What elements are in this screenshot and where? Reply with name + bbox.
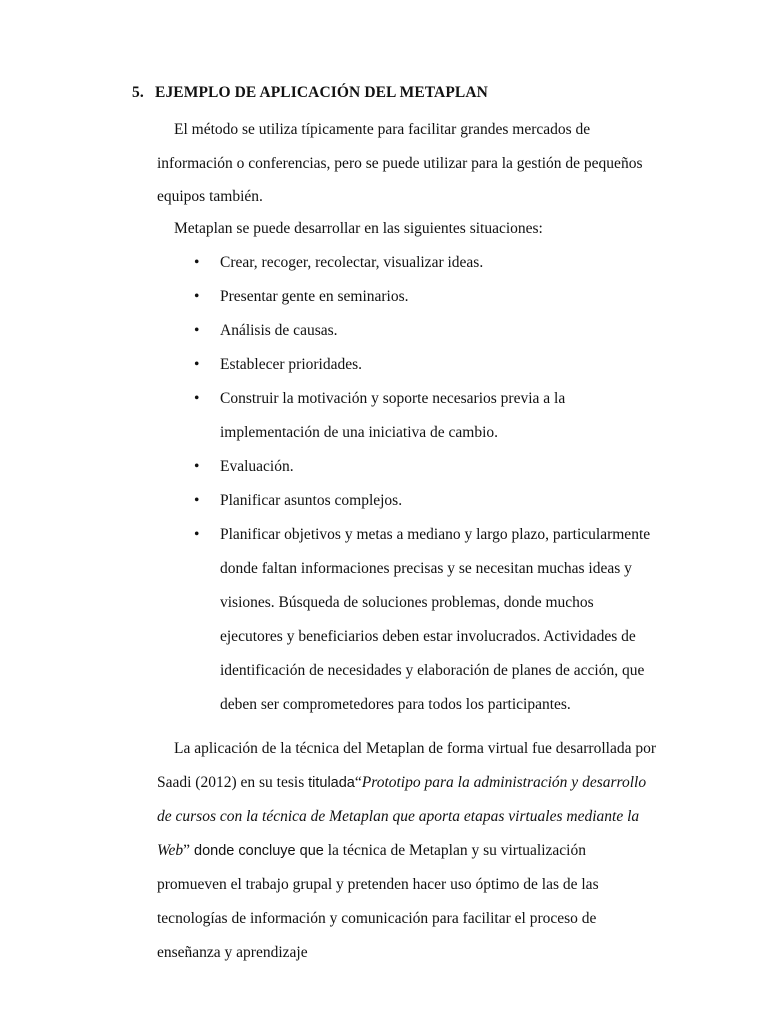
thesis-title: Prototipo para la administración y desarrollo de cursos con la técnica de Metaplan que aporta etapas virtuales mediante la Web (157, 773, 647, 859)
bullet-icon: • (194, 254, 200, 271)
bullet-icon: • (194, 458, 200, 475)
section-number: 5. (132, 84, 144, 101)
list-item: • Presentar gente en seminarios. (0, 280, 660, 314)
bullet-icon: • (194, 492, 200, 509)
list-item: • Análisis de causas. (0, 314, 660, 348)
list-item: • Evaluación. (0, 450, 660, 484)
section-title: EJEMPLO DE APLICACIÓN DEL METAPLAN (155, 84, 488, 101)
bullet-icon: • (194, 356, 200, 373)
paragraph-intro (157, 113, 657, 214)
bullet-icon: • (194, 390, 200, 407)
list-item: • Construir la motivación y soporte necesarios previa a la implementación de una iniciativa de cambio. (0, 382, 660, 450)
paragraph-virtual-application: La aplicación de la técnica del Metaplan de forma virtual fue desarrollada por Saadi (2012) en su tesis titulada“Prototipo para la administración y desarrollo de cursos con la técnica de Metaplan que aporta etapas virtuales mediante la Web” donde concluye que la técnica de Metaplan y su virtualización promueven el trabajo grupal y pretenden hacer uso óptimo de las de las tecnologías de información y comunicación para facilitar el proceso de enseñanza y aprendizaje (157, 740, 656, 961)
situations-list (0, 246, 660, 722)
paragraph-intro-text: El método se utiliza típicamente para facilitar grandes mercados de información o conferencias, pero se puede utilizar para la gestión de pequeños equipos también. (157, 121, 643, 206)
list-item: • Planificar objetivos y metas a mediano y largo plazo, particularmente donde faltan informaciones precisas y se necesitan muchas ideas y visiones. Búsqueda de soluciones problemas, donde muchos ejecutores y beneficiarios deben estar involucrados. Actividades de identificación de necesidades y elaboración de planes de acción, que deben ser comprometedores para todos los participantes. (0, 518, 660, 722)
paragraph-situations (157, 212, 657, 246)
section-heading (132, 84, 488, 102)
paragraph-situations-text: Metaplan se puede desarrollar en las siguientes situaciones: (174, 220, 543, 237)
bullet-icon: • (194, 526, 200, 543)
list-item: • Crear, recoger, recolectar, visualizar ideas. (0, 246, 660, 280)
list-item: • Planificar asuntos complejos. (0, 484, 660, 518)
bullet-icon: • (194, 322, 200, 339)
bullet-icon: • (194, 288, 200, 305)
list-item: • Establecer prioridades. (0, 348, 660, 382)
